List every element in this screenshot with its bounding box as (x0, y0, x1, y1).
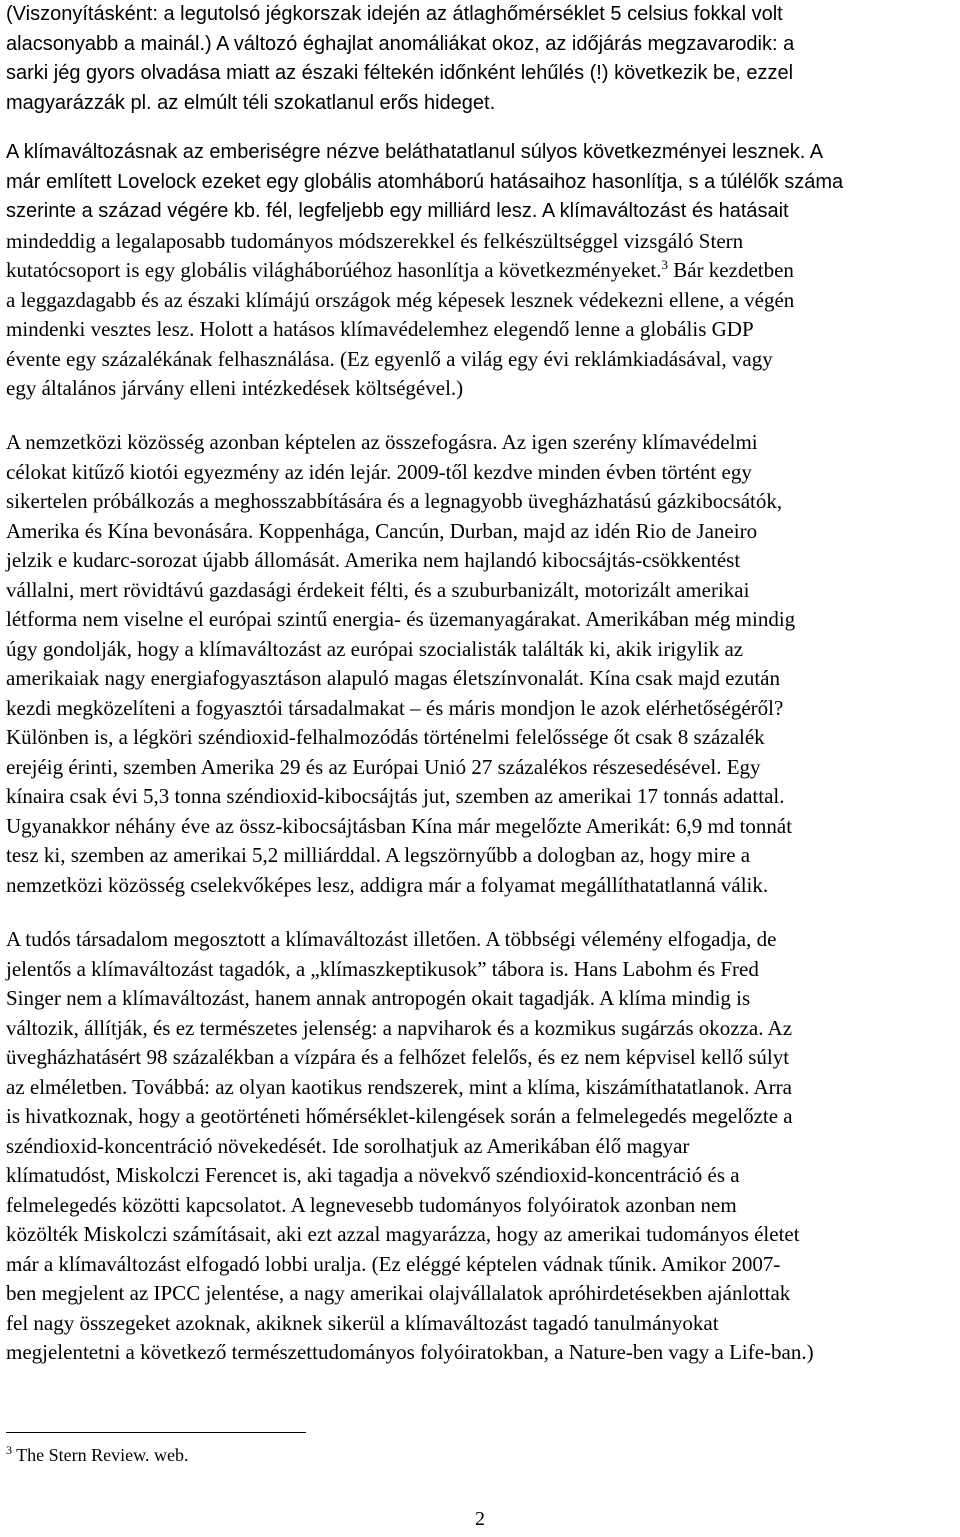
text-line: jelentős a klímaváltozást tagadók, a „klímaszkeptikusok” tábora is. Hans Labohm és Fred (6, 956, 759, 981)
text-line: ben megjelent az IPCC jelentése, a nagy amerikai olajvállalatok apróhirdetésekben ajánlottak (6, 1281, 791, 1305)
text-line: már említett Lovelock ezeket egy globális atomháború hatásaihoz hasonlítja, s a túlélők száma (6, 170, 844, 193)
text-line: a leggazdagabb és az északi klímájú országok még képesek lesznek védekezni ellene, a végén (6, 287, 795, 312)
text-line: mindeddig a legalaposabb tudományos módszerekkel és felkészültséggel vizsgáló Stern (6, 228, 744, 253)
footnote-marker: 3 (6, 1443, 12, 1457)
text-line: is hivatkoznak, hogy a geotörténeti hőmérséklet-kilengések során a felmelegedés megelőzte a (6, 1104, 793, 1128)
text-line: úgy gondolják, hogy a klímaváltozást az európai szocialisták találták ki, akik irigylik az (6, 636, 744, 661)
text-line: üvegházhatásért 98 százalékban a vízpára és a felhőzet felelős, és ez nem képvisel kellő súlyt (6, 1045, 790, 1069)
text-line: már a klímaváltozást elfogadó lobbi uralja. (Ez eléggé képtelen vádnak tűnik. Amikor 2007- (6, 1251, 781, 1276)
text-line: Singer nem a klímaváltozást, hanem annak antropogén okait tagadják. A klíma mindig is (6, 986, 751, 1010)
text-line: amerikaiak nagy energiafogyasztáson alapuló magas életszínvonalát. Kína csak majd ezután (6, 666, 780, 690)
text-line: (Viszonyításként: a legutolsó jégkorszak idején az átlaghőmérséklet 5 celsius fokkal volt (6, 3, 783, 25)
text-line: létforma nem viselne el európai szintű energia- és üzemanyagárakat. Amerikában még mindig (6, 607, 796, 631)
text-line: felmelegedés közötti kapcsolatot. A legnevesebb tudományos folyóiratok azonban nem (6, 1192, 737, 1217)
text-line: közölték Miskolczi számításait, aki ezt azzal magyarázza, hogy az amerikai tudományos életet (6, 1222, 800, 1246)
text-line: jelzik e kudarc-sorozat újabb állomását. Amerika nem hajlandó kibocsájtás-csökkentést (6, 548, 741, 572)
text-line: magyarázzák pl. az elmúlt téli szokatlanul erős hideget. (6, 91, 496, 114)
text-line: változik, állítják, és ez természetes jelenség: a napviharok és a kozmikus sugárzás okozza. Az (6, 1015, 793, 1040)
text-line: évente egy százalékának felhasználása. (Ez egyenlő a világ egy évi reklámkiadásával, vagy (6, 346, 773, 371)
text-line: Amerika és Kína bevonására. Koppenhága, Cancún, Durban, majd az idén Rio de Janeiro (6, 518, 758, 543)
paragraph-3 (6, 428, 950, 900)
text-line: Ugyanakkor néhány éve az össz-kibocsájtásban Kína már megelőzte Amerikát: 6,9 md tonnát (6, 813, 793, 838)
text-line: szerinte a század végére kb. fél, legfeljebb egy milliárd lesz. A klímaváltozást és hatásait (6, 200, 789, 222)
text-line: fel nagy összegeket azoknak, akiknek sikerül a klímaváltozást tagadó tanulmányokat (6, 1310, 719, 1335)
text-line: nemzetközi közösség cselekvőképes lesz, addigra már a folyamat megállíthatatlanná válik. (6, 872, 769, 897)
footnote-reference[interactable]: 3 (661, 257, 668, 272)
text-line: széndioxid-koncentráció növekedését. Ide sorolhatjuk az Amerikában élő magyar (6, 1133, 690, 1158)
footnote-divider (6, 1432, 306, 1433)
text-line: megjelentetni a következő természettudományos folyóiratokban, a Nature-ben vagy a Life-ban.) (6, 1340, 814, 1364)
text-line: célokat kitűző kiotói egyezmény az idén lejár. 2009-től kezdve minden évben történt egy (6, 459, 752, 484)
text-line: egy általános járvány elleni intézkedések költségével.) (6, 376, 464, 400)
paragraph-1 (6, 0, 950, 118)
footnote (6, 1440, 188, 1470)
text-line: erejéig érinti, szemben Amerika 29 és az Európai Unió 27 százalékos részesedésével. Egy (6, 754, 761, 779)
text-line-with-footnote-ref (6, 256, 950, 286)
paragraph-4 (6, 925, 950, 1368)
text-line: tesz ki, szemben az amerikai 5,2 milliárddal. A legszörnyűbb a dologban az, hogy mire a (6, 843, 751, 867)
page-number: 2 (475, 1508, 485, 1530)
text-segment: Bár kezdetben (667, 258, 794, 282)
text-line: Különben is, a légköri széndioxid-felhalmozódás történelmi felelőssége őt csak 8 százalék (6, 725, 765, 749)
text-line: sikertelen próbálkozás a meghosszabbítására és a legnagyobb üvegházhatású gázkibocsátók, (6, 489, 783, 513)
text-line: mindenki vesztes lesz. Holott a hatásos klímavédelemhez elegendő lenne a globális GDP (6, 317, 754, 341)
text-line: kezdi megközelíteni a fogyasztói társadalmakat – és máris mondjon le azok elérhetőségéről? (6, 695, 784, 720)
text-line: az elméletben. Továbbá: az olyan kaotikus rendszerek, mint a klíma, kiszámíthatatlanok. Arra (6, 1074, 792, 1099)
text-line: klímatudóst, Miskolczi Ferencet is, aki tagadja a növekvő széndioxid-koncentráció és a (6, 1163, 740, 1187)
footnote-text: The Stern Review. web. (12, 1445, 189, 1465)
text-line: A nemzetközi közösség azonban képtelen az összefogásra. Az igen szerény klímavédelmi (6, 430, 758, 454)
text-line: A tudós társadalom megosztott a klímaváltozást illetően. A többségi vélemény elfogadja, de (6, 927, 777, 951)
text-line: A klímaváltozásnak az emberiségre nézve beláthatatlanul súlyos következményei lesznek. A (6, 141, 824, 163)
text-line: vállalni, mert rövidtávú gazdasági érdekeit félti, és a szuburbanizált, motorizált amerikai (6, 577, 750, 602)
text-line: alacsonyabb a mainál.) A változó éghajlat anomáliákat okoz, az időjárás megzavarodik: a (6, 32, 795, 55)
text-line: kínaira csak évi 5,3 tonna széndioxid-kibocsájtás jut, szemben az amerikai 17 tonnás adattal. (6, 784, 785, 808)
paragraph-2 (6, 138, 950, 404)
text-line: sarki jég gyors olvadása miatt az északi féltekén időnként lehűlés (!) következik be, ezzel (6, 62, 794, 84)
text-segment: kutatócsoport is egy globális világháborúéhoz hasonlítja a következményeket. (6, 258, 662, 282)
